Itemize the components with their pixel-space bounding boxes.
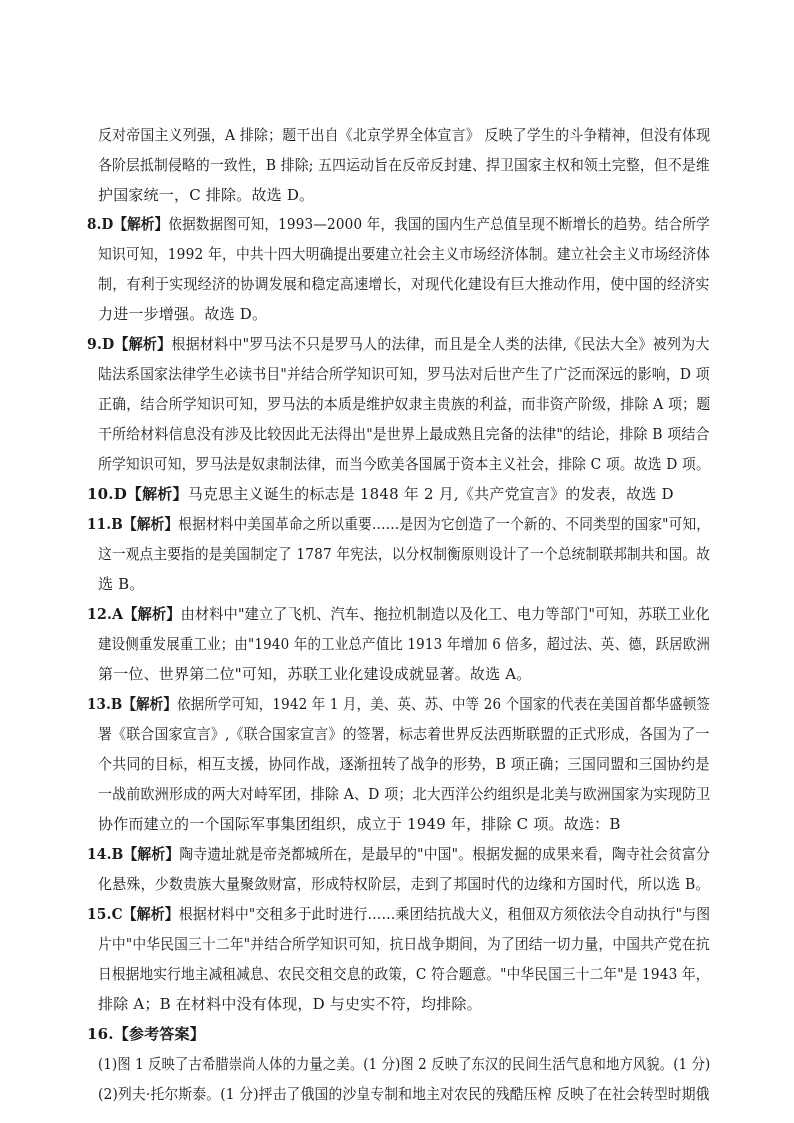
line-text: (2)列夫·托尔斯泰。(1 分)抨击了俄国的沙皇专制和地主对农民的残酷压榨 反映了在社会转型时期俄 [98,1085,710,1103]
question-number: 10.D [87,485,127,503]
line-text: 个共同的目标，相互支援，协同作战，逐渐扭转了战争的形势，B 项正确；三国同盟和三国协约是 [98,755,710,773]
line-text: 陶寺遗址就是帝尧都城所在，是最早的"中国"。根据发掘的成果来看，陶寺社会贫富分 [179,845,710,863]
text-line [98,454,710,474]
text-line [87,694,710,714]
line-text: 根据材料中"罗马法不只是罗马人的法律，而且是全人类的法律,《民法大全》被列为大 [171,335,710,353]
analysis-tag: 【解析】 [123,845,180,863]
line-text: 日根据地实行地主减租减息、农民交租交息的政策，C 符合题意。"中华民国三十二年"是 1943 年， [98,965,710,983]
line-text: (1)图 1 反映了古希腊崇尚人体的力量之美。(1 分)图 2 反映了东汉的民间生活气息和地方风貌。(1 分) [98,1055,711,1073]
analysis-tag: 【解析】 [122,695,177,713]
line-text: 干所给材料信息没有涉及比较因此无法得出"是世界上最成熟且完备的法律"的结论，排除 B 项结合 [98,425,710,443]
text-line [87,214,710,234]
line-text: 马克思主义诞生的标志是 1848 年 2 月,《共产党宣言》的发表，故选 D [187,485,674,503]
text-line [98,994,482,1014]
text-line [87,484,674,504]
line-text: 护国家统一，C 排除。故选 D。 [98,186,315,204]
question-number: 14.B [87,845,124,863]
text-line [98,304,267,324]
question-number: 12.A [87,605,124,623]
line-text: 依据数据图可知，1993—2000 年，我国的国内生产总值呈现不断增长的趋势。结合所学 [168,215,710,233]
line-text: 所学知识可知，罗马法是奴隶制法律，而当今欧美各国属于资本主义社会，排除 C 项。故选 D 项。 [98,455,710,473]
text-line [98,394,710,414]
line-text: 制，有利于实现经济的协调发展和稳定高速增长，对现代化建设有巨大推动作用，使中国的经济实 [98,275,710,293]
line-text: 由材料中"建立了飞机、汽车、拖拉机制造以及化工、电力等部门"可知，苏联工业化 [180,605,710,623]
text-line [98,634,710,654]
line-text: 片中"中华民国三十二年"并结合所学知识可知，抗日战争期间，为了团结一切力量，中国共产党在抗 [98,935,710,953]
text-line [87,514,710,534]
line-text: 一战前欧洲形成的两大对峙军团，排除 A、D 项；北大西洋公约组织是北美与欧洲国家为实现防卫 [98,785,711,803]
analysis-tag: 【解析】 [122,515,179,533]
line-text: 力进一步增强。故选 D。 [98,305,268,323]
text-line [98,814,621,834]
line-text: 这一观点主要指的是美国制定了 1787 年宪法，以分权制衡原则设计了一个总统制联邦制共和国。故 [98,545,711,563]
line-text: 根据材料中美国革命之所以重要……是因为它创造了一个新的、不同类型的国家"可知， [178,515,711,533]
text-line [87,334,710,354]
line-text: 建设侧重发展重工业；由"1940 年的工业总产值比 1913 年增加 6 倍多，超过法、英、德，跃居欧洲 [98,635,711,653]
text-line [98,574,145,594]
line-text: 排除 A；B 在材料中没有体现，D 与史实不符，均排除。 [98,995,482,1013]
text-line [98,244,710,264]
line-text: 化悬殊，少数贵族大量聚敛财富，形成特权阶层，走到了邦国时代的边缘和方国时代，所以选 B。 [98,875,710,893]
text-line [98,664,532,684]
question-number: 16. [87,1025,114,1043]
question-number: 8.D [87,215,114,233]
line-text: 知识可知，1992 年，中共十四大明确提出要建立社会主义市场经济体制。建立社会主义市场经济体 [98,245,711,263]
text-line [98,964,710,984]
analysis-tag: 【解析】 [122,905,179,923]
line-text: 各阶层抵制侵略的一致性，B 排除; 五四运动旨在反帝反封建、捍卫国家主权和领土完整，但不是维 [98,156,710,174]
text-line [98,274,710,294]
text-line [98,874,710,894]
line-text: 第一位、世界第二位"可知，苏联工业化建设成就显著。故选 A。 [98,665,532,683]
text-line [98,544,710,564]
text-line [87,844,710,864]
text-line [98,364,710,384]
line-text: 正确，结合所学知识可知，罗马法的本质是维护奴隶主贵族的利益，而非资产阶级，排除 A 项；题 [98,395,711,413]
line-text: 根据材料中"交租多于此时进行……乘团结抗战大义，租佃双方须依法令自动执行"与图 [178,905,711,923]
line-text: 协作而建立的一个国际军事集团组织，成立于 1949 年，排除 C 项。故选：B [98,815,621,833]
text-line [98,185,314,205]
text-line [98,784,710,804]
text-line [87,604,710,624]
analysis-tag: 【解析】 [123,605,181,623]
question-number: 9.D [87,335,115,353]
text-line [98,934,710,954]
analysis-tag: 【参考答案】 [113,1025,205,1043]
text-line [87,1024,205,1044]
text-line [98,1054,710,1074]
text-line [98,754,710,774]
line-text: 依据所学可知，1942 年 1 月，美、英、苏、中等 26 个国家的代表在美国首都华盛顿签 [176,695,711,713]
analysis-tag: 【解析】 [126,485,188,503]
text-line [98,1084,710,1104]
text-line [87,904,710,924]
text-line [98,724,710,744]
line-text: 选 B。 [98,575,145,593]
text-line [98,424,710,444]
line-text: 反对帝国主义列强，A 排除；题干出自《北京学界全体宣言》 反映了学生的斗争精神，但没有体现 [98,126,711,144]
question-number: 11.B [87,515,123,533]
analysis-tag: 【解析】 [114,335,172,353]
text-line [98,125,710,145]
analysis-tag: 【解析】 [113,215,169,233]
text-line [98,155,710,175]
question-number: 13.B [87,695,123,713]
line-text: 陆法系国家法律学生必读书目"并结合所学知识可知，罗马法对后世产生了广泛而深远的影响，D 项 [98,365,710,383]
question-number: 15.C [87,905,123,923]
line-text: 署《联合国家宣言》,《联合国家宣言》的签署，标志着世界反法西斯联盟的正式形成，各国为了一 [98,725,710,743]
